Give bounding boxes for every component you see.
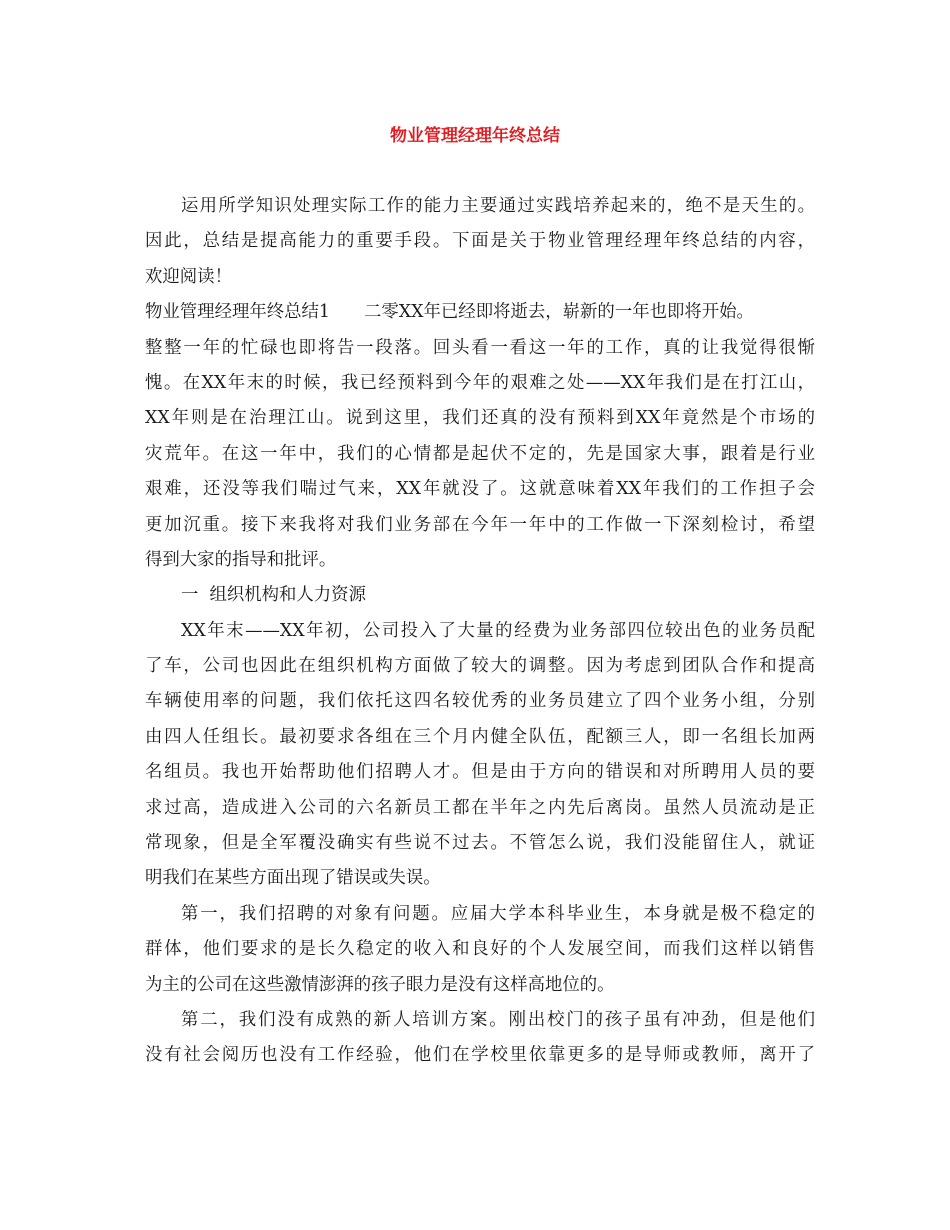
document-title: 物业管理经理年终总结	[390, 126, 560, 146]
text-line: 愧。在XX年末的时候，我已经预料到今年的艰难之处——XX年我们是在打江山，	[145, 372, 815, 393]
text-line: 群体，他们要求的是长久稳定的收入和良好的个人发展空间，而我们这样以销售	[145, 939, 815, 960]
paragraph-section-heading	[145, 578, 815, 613]
text-line: 由四人任组长。最初要求各组在三个月内健全队伍，配额三人，即一名组长加两	[145, 726, 815, 747]
paragraph-point-1	[145, 897, 815, 1003]
paragraph-section-body	[145, 614, 815, 897]
text-line: 运用所学知识处理实际工作的能力主要通过实践培养起来的，绝不是天生的。	[181, 196, 815, 216]
text-line: 得到大家的指导和批评。	[145, 549, 337, 570]
text-line: 艰难，还没等我们喘过气来，XX年就没了。这就意味着XX年我们的工作担子会	[145, 479, 815, 500]
text-line: 车辆使用率的问题，我们依托这四名较优秀的业务员建立了四个业务小组，分别	[145, 691, 815, 712]
document-body	[145, 189, 815, 1074]
inline-text: 二零XX年已经即将逝去，崭新的一年也即将开始。	[363, 302, 754, 323]
section-heading: 一 组织机构和人力资源	[181, 585, 366, 606]
text-line: 整整一年的忙碌也即将告一段落。回头看一看这一年的工作，真的让我觉得很惭	[145, 337, 815, 358]
text-line: 第二，我们没有成熟的新人培训方案。刚出校门的孩子虽有冲劲，但是他们	[181, 1009, 815, 1030]
text-line: 因此，总结是提高能力的重要手段。下面是关于物业管理经理年终总结的内容，	[145, 231, 815, 252]
paragraph-intro	[145, 189, 815, 295]
text-line: 第一，我们招聘的对象有问题。应届大学本科毕业生，本身就是极不稳定的	[181, 903, 815, 924]
paragraph-point-2	[145, 1003, 815, 1074]
text-line: 为主的公司在这些激情澎湃的孩子眼力是没有这样高地位的。	[145, 974, 615, 995]
text-line: 灾荒年。在这一年中，我们的心情都是起伏不定的，先是国家大事，跟着是行业	[145, 443, 815, 464]
text-line: 常现象，但是全军覆没确实有些说不过去。不管怎么说，我们没能留住人，就证	[145, 833, 815, 854]
text-line	[145, 295, 815, 330]
text-line: 名组员。我也开始帮助他们招聘人才。但是由于方向的错误和对所聘用人员的要	[145, 762, 815, 783]
text-line: 欢迎阅读！	[145, 266, 232, 287]
section-heading: 物业管理经理年终总结1	[145, 302, 330, 323]
text-line: 明我们在某些方面出现了错误或失误。	[145, 868, 441, 889]
text-line: XX年末——XX年初，公司投入了大量的经费为业务部四位较出色的业务员配	[181, 620, 815, 641]
text-line: XX年则是在治理江山。说到这里，我们还真的没有预料到XX年竟然是个市场的	[145, 408, 815, 429]
text-line: 没有社会阅历也没有工作经验，他们在学校里依靠更多的是导师或教师，离开了	[145, 1045, 815, 1066]
paragraph-summary-1	[145, 295, 815, 578]
text-line: 求过高，造成进入公司的六名新员工都在半年之内先后离岗。虽然人员流动是正	[145, 797, 815, 818]
text-line: 更加沉重。接下来我将对我们业务部在今年一年中的工作做一下深刻检讨，希望	[145, 514, 815, 535]
text-line: 了车，公司也因此在组织机构方面做了较大的调整。因为考虑到团队合作和提高	[145, 656, 815, 677]
